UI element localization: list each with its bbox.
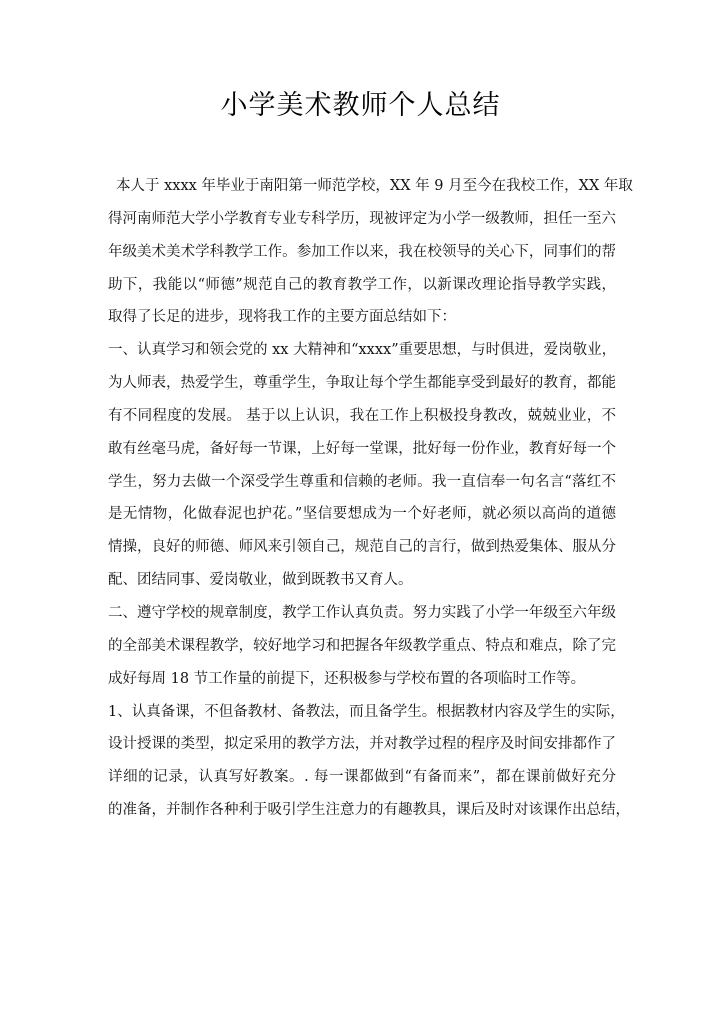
item-1-line-1: 1、认真备课，不但备教材、备教法，而且备学生。根据教材内容及学生的实际， xyxy=(108,703,625,720)
paragraph-intro-line-2: 得河南师范大学小学教育专业专科学历，现被评定为小学一级教师，担任一至六 xyxy=(108,210,616,227)
paragraph-intro-line-1: 本人于 xxxx 年毕业于南阳第一师范学校，XX 年 9 月至今在我校工作，XX 年取 xyxy=(116,178,633,194)
item-1-line-4: 的准备，并制作各种利于吸引学生注意力的有趣教具，课后及时对该课作出总结， xyxy=(108,802,630,819)
paragraph-intro-line-5: 取得了长足的进步，现将我工作的主要方面总结如下： xyxy=(108,309,456,326)
section-1-line-1: 一、认真学习和领会党的 xx 大精神和“xxxx”重要思想，与时俱进，爱岗敬业， xyxy=(108,342,617,359)
section-1-line-4: 敢有丝毫马虎，备好每一节课，上好每一堂课，批好每一份作业，教育好每一个 xyxy=(108,440,616,457)
section-2-line-3: 成好每周 18 节工作量的前提下，还积极参与学校布置的各项临时工作等。 xyxy=(108,670,586,687)
paragraph-intro-line-4: 助下，我能以“师德”规范自己的教育教学工作，以新课改理论指导教学实践， xyxy=(108,276,616,293)
document-title: 小学美术教师个人总结 xyxy=(220,90,501,121)
section-2-line-2: 的全部美术课程教学，较好地学习和把握各年级教学重点、特点和难点，除了完 xyxy=(108,637,616,654)
item-1-line-2: 设计授课的类型，拟定采用的教学方法，并对教学过程的程序及时间安排都作了 xyxy=(108,736,616,753)
section-1-line-7: 情操，良好的师德、师风来引领自己，规范自己的言行，做到热爱集体、服从分 xyxy=(108,539,616,556)
section-1-line-5: 学生，努力去做一个深受学生尊重和信赖的老师。我一直信奉一句名言“落红不 xyxy=(108,473,616,490)
section-2-line-1: 二、遵守学校的规章制度，教学工作认真负责。努力实践了小学一年级至六年级 xyxy=(108,604,616,621)
section-1-line-6: 是无情物，化做春泥也护花。”坚信要想成为一个好老师，就必须以高尚的道德 xyxy=(108,506,616,523)
section-1-line-2: 为人师表，热爱学生，尊重学生，争取让每个学生都能享受到最好的教育，都能 xyxy=(108,375,616,392)
section-1-line-3: 有不同程度的发展。 基于以上认识，我在工作上积极投身教改，兢兢业业，不 xyxy=(108,407,616,424)
section-1-line-8: 配、团结同事、爱岗敬业，做到既教书又育人。 xyxy=(108,572,413,589)
paragraph-intro-line-3: 年级美术美术学科教学工作。参加工作以来，我在校领导的关心下，同事们的帮 xyxy=(108,243,616,260)
document-body xyxy=(108,170,633,827)
item-1-line-3: 详细的记录，认真写好教案。. 每一课都做到“有备而来”，都在课前做好充分 xyxy=(108,769,616,786)
